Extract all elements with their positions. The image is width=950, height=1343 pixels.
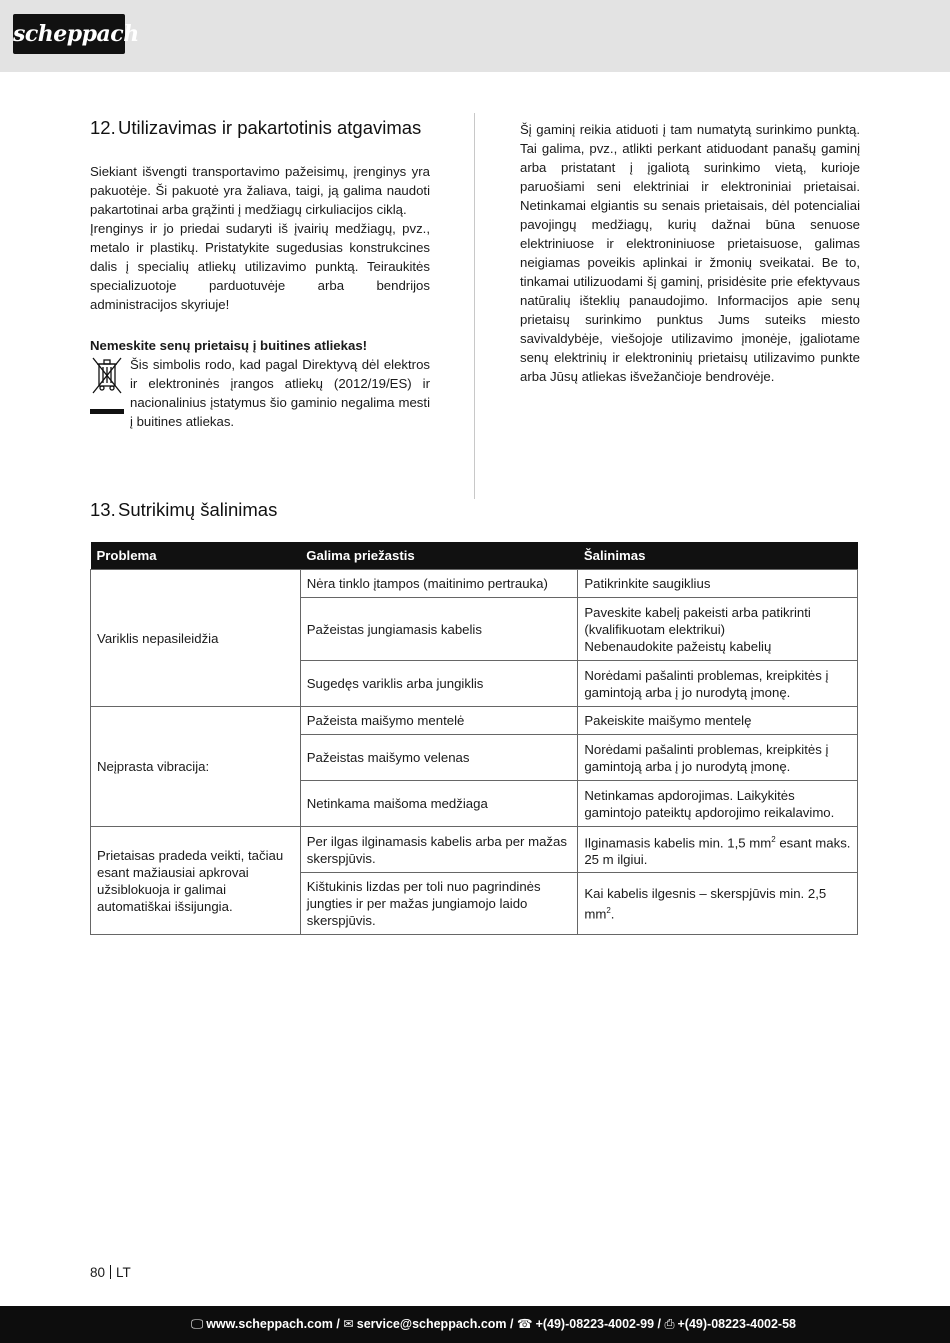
column-header-problem: Problema (91, 542, 301, 570)
cause-cell: Sugedęs variklis arba jungiklis (300, 661, 578, 707)
page-footer (90, 1265, 131, 1280)
fax-icon: ⎙ (664, 1317, 675, 1331)
problem-cell: Prietaisas pradeda veikti, tačiau esant mažiausiai apkrovai užsiblokuoja ir galimai automatiškai išsijungia. (91, 827, 301, 935)
website-link[interactable]: www.scheppach.com / (206, 1317, 340, 1331)
remedy-text: Kai kabelis ilgesnis – skerspjūvis min. 2,5 mm (584, 886, 827, 922)
remedy-cell: Netinkamas apdorojimas. Laikykitės gamintojo pateiktų apdorojimo reikalavimo. (578, 781, 858, 827)
section-12-heading (90, 118, 430, 138)
mail-icon: ✉ (343, 1317, 354, 1331)
superscript: 2 (771, 835, 776, 844)
column-divider (474, 113, 475, 499)
weee-notice (90, 355, 430, 431)
section-12-title: Utilizavimas ir pakartotinis atgavimas (118, 117, 422, 138)
remedy-text: esant maks. 25 m ilgiui. (584, 835, 851, 868)
section-12-right-column (520, 120, 860, 386)
section-13-heading (90, 500, 490, 520)
contact-bar (0, 1306, 950, 1343)
remedy-cell: Pakeiskite maišymo mentelę (578, 707, 858, 735)
section-13-number: 13. (90, 499, 116, 520)
packaging-paragraph: Siekiant išvengti transportavimo pažeisimų, įrenginys yra pakuotėje. Ši pakuotė yra žaliava, taigi, ją galima naudoti pakartotinai arba grąžinti į medžiagų cirkuliacijos ciklą. (90, 164, 430, 217)
crossed-out-bin-icon (90, 355, 130, 431)
language-code: LT (116, 1265, 131, 1280)
cause-cell: Kištukinis lizdas per toli nuo pagrindinės jungties ir per mažas jungiamojo laido skerspjūvis. (300, 873, 578, 935)
column-header-remedy: Šalinimas (578, 542, 858, 570)
remedy-text: . (610, 906, 615, 922)
superscript: 2 (606, 906, 611, 916)
cause-cell: Nėra tinklo įtampos (maitinimo pertrauka) (300, 570, 578, 598)
collection-point-paragraph: Šį gaminį reikia atiduoti į tam numatytą surinkimo punktą. Tai galima, pvz., atlikti perkant atiduodant panašų gaminį arba pristatant į įgaliotą surinkimo vietą, kurioje paruošiami seni elektriniai ir elektroniniai prietaisai. Netinkamai elgiantis su senais prietaisais, dėl potencialiai pavojingų medžiagų, kurių dažnai būna senuose elektriniuose ir elektroniniuose prietaisuose, galimas neigiamas poveikis aplinkai ir žmonių sveikatai. Be to, tinkamai utilizuodami šį gaminį, prisidėsite prie efektyvaus natūralių išteklių panaudojimo. Informacijos apie senų prietaisų surinkimo punktus Jums suteiks miesto savivaldybėje, viešojoje utilizavimo įmonėje, įgaliotame senų elektrinių ir elektroninių prietaisų utilizavimo punkte arba Jūsų atliekas išvežančioje bendrovėje. (520, 122, 860, 384)
troubleshooting-table (90, 542, 858, 935)
header-bar (0, 0, 950, 72)
section-13-title: Sutrikimų šalinimas (118, 499, 278, 520)
problem-cell: Variklis nepasileidžia (91, 570, 301, 707)
page-number: 80 (90, 1265, 106, 1280)
footer-separator (110, 1265, 111, 1279)
scheppach-logo: scheppach (13, 14, 125, 54)
weee-text: Šis simbolis rodo, kad pagal Direktyvą dėl elektros ir elektroninės įrangos atliekų (2012/19/ES) ir nacionalinius įstatymus šio gaminio negalima mesti į buitines atliekas. (130, 357, 430, 429)
materials-paragraph: Įrenginys ir jo priedai sudaryti iš įvairių medžiagų, pvz., metalo ir plastikų. Pristatykite sugedusias konstrukcines dalis į specialių atliekų utilizavimo punktą. Teiraukitės specializuotoje parduotuvėje arba bendrijos administracijos skyriuje! (90, 221, 430, 312)
table-row (91, 827, 858, 873)
table-header-row (91, 542, 858, 570)
cause-cell: Netinkama maišoma medžiaga (300, 781, 578, 827)
computer-icon: 🖵 (191, 1317, 204, 1331)
column-header-cause: Galima priežastis (300, 542, 578, 570)
section-12-number: 12. (90, 117, 116, 138)
fax-number: +(49)-08223-4002-58 (677, 1317, 796, 1331)
remedy-cell: Paveskite kabelį pakeisti arba patikrinti (kvalifikuotam elektrikui) Nebenaudokite pažeistų kabelių (578, 598, 858, 661)
household-waste-warning: Nemeskite senų prietaisų į buitines atliekas! (90, 338, 368, 353)
remedy-cell: Norėdami pašalinti problemas, kreipkitės į gamintoją arba į jo nurodytą įmonę. (578, 661, 858, 707)
weee-bar (90, 409, 124, 414)
section-13 (90, 500, 490, 520)
section-12-left-column (90, 118, 430, 431)
remedy-cell (578, 873, 858, 935)
phone-icon: ☎ (516, 1317, 533, 1331)
remedy-text: Ilginamasis kabelis min. 1,5 mm (584, 835, 772, 851)
table-row (91, 707, 858, 735)
email-link[interactable]: service@scheppach.com / (356, 1317, 514, 1331)
remedy-cell: Norėdami pašalinti problemas, kreipkitės į gamintoją arba į jo nurodytą įmonę. (578, 735, 858, 781)
cause-cell: Pažeista maišymo mentelė (300, 707, 578, 735)
remedy-cell: Patikrinkite saugiklius (578, 570, 858, 598)
phone-number: +(49)-08223-4002-99 / (535, 1317, 661, 1331)
cause-cell: Pažeistas maišymo velenas (300, 735, 578, 781)
remedy-cell (578, 827, 858, 873)
table-row (91, 570, 858, 598)
cause-cell: Pažeistas jungiamasis kabelis (300, 598, 578, 661)
cause-cell: Per ilgas ilginamasis kabelis arba per mažas skerspjūvis. (300, 827, 578, 873)
problem-cell: Neįprasta vibracija: (91, 707, 301, 827)
contact-info (191, 1306, 796, 1343)
